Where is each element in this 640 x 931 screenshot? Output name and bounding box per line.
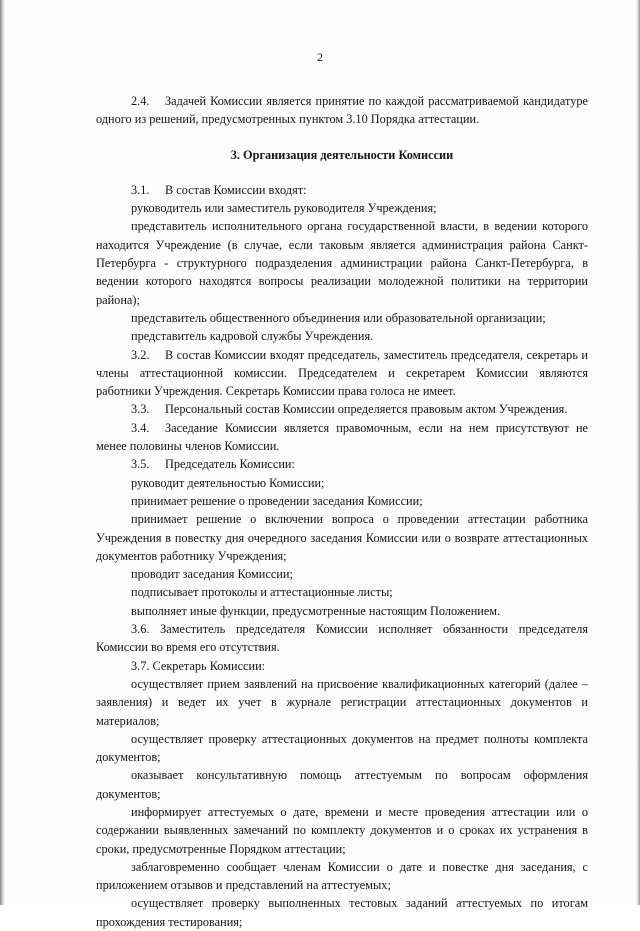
- paragraph: [96, 455, 588, 473]
- paragraph: [96, 217, 588, 308]
- paragraph-2-4: [96, 92, 588, 129]
- paragraph-text: 3.6. Заместитель председателя Комиссии исполняет обязанности председателя Комиссии во время его отсутствия.: [96, 622, 588, 655]
- paragraph: [96, 657, 588, 675]
- paragraph-text: представитель кадровой службы Учреждения.: [131, 329, 374, 344]
- paragraph-text: информирует аттестуемых о дате, времени и месте проведения аттестации или о содержании выявленных замечаний по комплекту документов и о сроках их устранения в сроки, предусмотренные Порядком аттестации;: [96, 804, 588, 856]
- scan-edge-right: [636, 0, 640, 905]
- paragraph: [96, 492, 588, 510]
- paragraph-number: 3.2.: [131, 347, 150, 362]
- paragraph-text: Задачей Комиссии является принятие по каждой рассматриваемой кандидатуре одного из решений, предусмотренных пунктом 3.10 Порядка аттестации.: [96, 94, 588, 127]
- paragraph-text: проводит заседания Комиссии;: [131, 567, 293, 582]
- paragraph: [96, 894, 588, 931]
- paragraph: [96, 565, 588, 583]
- paragraph: [96, 346, 588, 401]
- paragraph-text: В состав Комиссии входят председатель, заместитель председателя, секретарь и члены аттестационной комиссии. Председателем и секретарем Комиссии являются работники Учреждения. Секретарь Комиссии права голоса не имеет.: [96, 347, 588, 399]
- paragraph: [96, 730, 588, 767]
- paragraph-text: руководитель или заместитель руководителя Учреждения;: [131, 201, 437, 216]
- paragraph-text: подписывает протоколы и аттестационные листы;: [131, 585, 393, 600]
- paragraph-text: оказывает консультативную помощь аттестуемым по вопросам оформления документов;: [96, 768, 588, 801]
- paragraph: [96, 766, 588, 803]
- paragraph: [96, 510, 588, 565]
- paragraph: [96, 583, 588, 601]
- paragraph-text: Заседание Комиссии является правомочным, если на нем присутствуют не менее половины членов Комиссии.: [96, 420, 588, 454]
- paragraph-text: руководит деятельностью Комиссии;: [131, 475, 325, 490]
- page-number: 2: [317, 50, 323, 64]
- paragraph-text: Персональный состав Комиссии определяется правовым актом Учреждения.: [165, 402, 568, 417]
- paragraph-text: Председатель Комиссии:: [165, 457, 295, 472]
- spacer: [96, 164, 588, 181]
- paragraph-text: осуществляет прием заявлений на присвоение квалификационных категорий (далее – заявления) и ведет их учет в журнале регистрации аттестационных документов и материалов;: [96, 676, 588, 728]
- section-heading: 3. Организация деятельности Комиссии: [230, 147, 454, 162]
- paragraph: [96, 327, 588, 345]
- paragraph: [96, 419, 588, 456]
- paragraph-number: 3.5.: [131, 457, 150, 472]
- section-3-paragraphs: [96, 181, 588, 931]
- paragraph-text: представитель исполнительного органа государственной власти, в ведении которого находится Учреждение (в случае, если таковым является администрация района Санкт-Петербурга - структурного подразделения администрации района Санкт-Петербурга, в ведении которого находятся вопросы реализации молодежной политики на территории района);: [96, 219, 588, 307]
- paragraph-text: осуществляет проверку выполненных тестовых заданий аттестуемых по итогам прохождения тестирования;: [96, 896, 588, 929]
- scan-edge-left: [0, 0, 5, 905]
- paragraph: [96, 199, 588, 217]
- paragraph-number: 3.1.: [131, 182, 150, 197]
- paragraph: [96, 181, 588, 199]
- paragraph: [96, 602, 588, 620]
- paragraph: [96, 803, 588, 858]
- paragraph: [96, 309, 588, 327]
- paragraph-text: 3.7. Секретарь Комиссии:: [131, 658, 266, 673]
- paragraph: [96, 474, 588, 492]
- paragraph-text: заблаговременно сообщает членам Комиссии о дате и повестке дня заседания, с приложением отзывов и представлений на аттестуемых;: [96, 859, 588, 893]
- paragraph-number: 2.4.: [131, 94, 150, 108]
- paragraph: [96, 400, 588, 418]
- paragraph-text: принимает решение о проведении заседания Комиссии;: [131, 493, 423, 508]
- paragraph-text: осуществляет проверку аттестационных документов на предмет полноты комплекта документов;: [96, 731, 588, 765]
- document-body: [96, 92, 588, 931]
- paragraph-text: представитель общественного объединения или образовательной организации;: [131, 310, 546, 325]
- paragraph-text: В состав Комиссии входят:: [165, 182, 307, 197]
- paragraph-number: 3.4.: [131, 420, 150, 435]
- paragraph-text: выполняет иные функции, предусмотренные настоящим Положением.: [131, 603, 501, 618]
- paragraph: [96, 675, 588, 730]
- paragraph-number: 3.3.: [131, 402, 150, 417]
- paragraph: [96, 858, 588, 895]
- paragraph: [96, 620, 588, 657]
- paragraph-text: принимает решение о включении вопроса о проведении аттестации работника Учреждения в повестку дня очередного заседания Комиссии или о возврате аттестационных документов работнику Учреждения;: [96, 512, 588, 563]
- spacer: [96, 129, 588, 146]
